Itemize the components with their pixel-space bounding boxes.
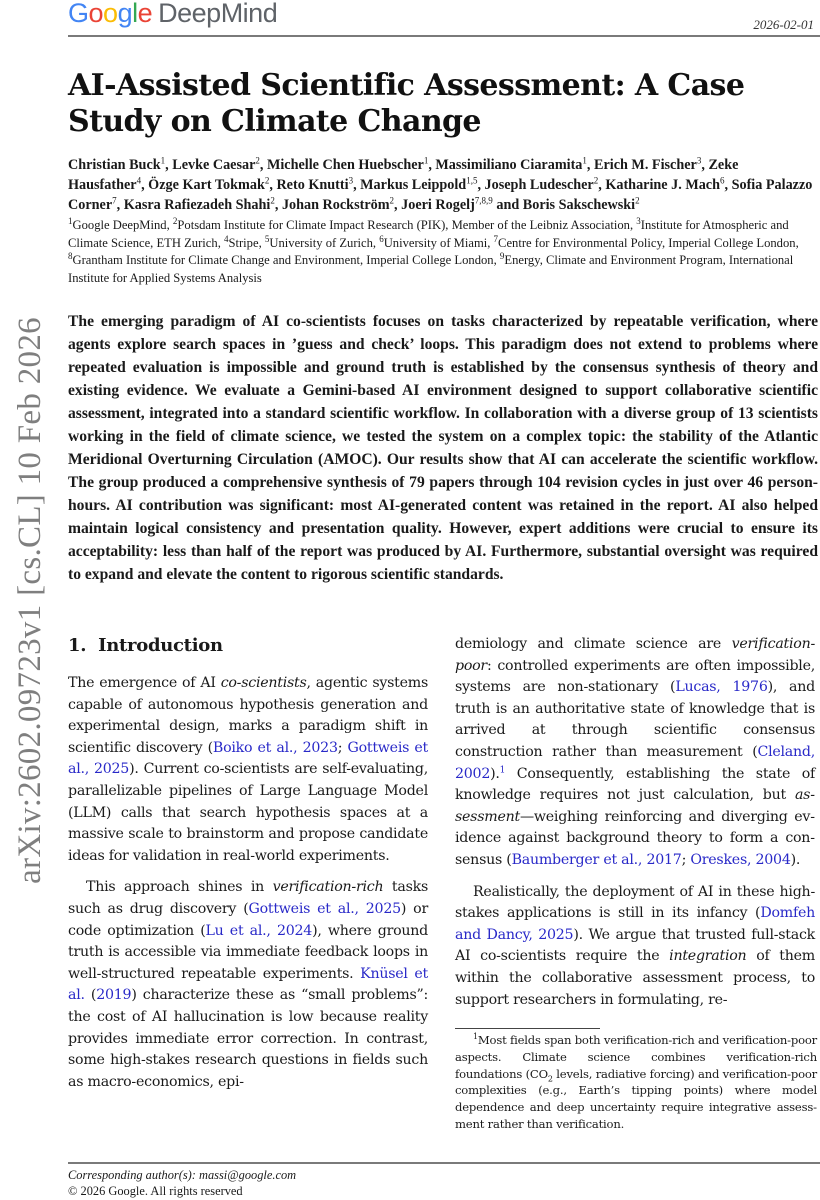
citation-link[interactable]: Lu et al., 2024 [205, 922, 313, 939]
arxiv-identifier-stamp [0, 300, 60, 900]
emphasis-text: integration [669, 948, 747, 965]
citation-link[interactable]: Baumberger et al., 2017 [511, 851, 682, 868]
affiliation-number: 6 [379, 233, 384, 244]
arxiv-stamp-text: arXiv:2602.09723v1 [cs.CL] 10 Feb 2026 [11, 316, 48, 884]
citation-link[interactable]: Oreskes, 2004 [690, 851, 791, 868]
emphasis-text: verification-poor [455, 636, 815, 674]
affiliation-number: 4 [223, 233, 229, 244]
affiliation-name: Institute for Atmospheric and Climate Science, ETH Zurich [68, 218, 789, 250]
author-name: Michelle Chen Huebscher [266, 157, 424, 173]
author-name: Sofia Palazzo Corner [68, 177, 813, 213]
citation-link[interactable]: Gottweis et al., 2025 [248, 900, 401, 917]
footnote-number: 1 [473, 1032, 478, 1042]
affiliation-marker: 2 [270, 195, 275, 206]
affiliation-name: University of Zurich [269, 235, 373, 250]
author-name: Zeke Hausfather [68, 157, 739, 193]
left-column [68, 634, 428, 1103]
paragraph: Realistically, the deployment of AI in these high-stakes applications is still in its infancy (Domfeh and Dancy, 2025). We argue that trusted full-stack AI co-scientists require the integration of them within the collaborative assessment process, to support researchers in formulating, re- [455, 883, 816, 1008]
citation-link[interactable]: Cleland, 2002 [455, 743, 815, 782]
citation-link[interactable]: 2019 [96, 987, 132, 1004]
affiliation-number: 7 [493, 233, 499, 244]
footnote-ref-link[interactable]: 1 [499, 764, 506, 775]
author-name: Boris Sakschewski [522, 197, 636, 213]
affiliation-name: Energy, Climate and Environment Program, International Institute for Applied Systems Analysis [68, 253, 794, 285]
affiliation-name: University of Miami [383, 235, 488, 250]
paragraph-continued: demiology and climate science are verification-poor: controlled experiments are often impossible, systems are non-stationary (Lucas, 1976), and truth is an authoritative state of knowledge that is arrived at through scientific consensus construction rather than measurement (Cleland, 2002).$^1$ Consequently, establishing the state of knowledge requires not just calculation, but assessment—weighing reinforcing and diverging evidence against background theory to form a consensus (Baumberger et al., 2017; Oreskes, 2004). [455, 636, 815, 868]
affiliation-marker: 1 [582, 155, 587, 166]
affiliation-marker: 2 [635, 195, 640, 206]
affiliation-marker: 2 [264, 175, 270, 186]
corresponding-author: Corresponding author(s): massi@google.com [68, 1168, 297, 1182]
author-name: Christian Buck [68, 157, 161, 173]
publication-date: 2026-02-01 [753, 17, 814, 32]
affiliation-marker: 6 [720, 175, 725, 186]
affiliation-number: 1 [68, 215, 73, 226]
affiliation-marker: 1 [423, 155, 429, 166]
footnote-1 [455, 1032, 817, 1133]
abstract: The emerging paradigm of AI co-scientists focuses on tasks characterized by repeatable verification, where agents explore search spaces in ’guess and check’ loops. This paradigm does not extend to problems where repeated evaluation is impossible and ground truth is established by the consensus synthesis of theory and existing evidence. We evaluate a Gemini-based AI environment designed to support collaborative scientific assessment, integrated into a standard scientific workflow. In collaboration with a diverse group of 13 scientists working in the field of climate science, we tested the system on a complex topic: the stability of the Atlantic Meridional Overturning Circulation (AMOC). Our results show that AI can accelerate the scientific workflow. The group produced a comprehensive synthesis of 79 papers through 104 revision cycles in just over 46 person-hours. AI contribution was significant: most AI-generated content was retained in the report. AI also helped maintain logical consistency and presentation quality. However, expert additions were crucial to ensure its acceptability: less than half of the report was produced by AI. Furthermore, substantial oversight was required to expand and elevate the content to rigorous scientific standards. [68, 313, 818, 583]
affiliation-marker: 1,5 [466, 175, 478, 186]
affiliation-marker: 7,8,9 [474, 195, 493, 206]
citation-link[interactable]: Boiko et al., 2023 [212, 739, 338, 756]
affiliation-marker: 4 [136, 175, 142, 186]
author-name: Özge Kart Tokmak [148, 177, 265, 193]
footnote-divider [455, 1028, 600, 1029]
author-name: Reto Knutti [276, 177, 349, 193]
affiliation-name: Google DeepMind [72, 218, 167, 232]
footer-divider [68, 1162, 820, 1164]
affiliation-marker: 3 [696, 155, 702, 166]
paragraph: The emergence of AI co-scientists, agentic systems capable of autonomous hypothesis generation and experimental design, marks a paradigm shift in scientific discovery (Boiko et al., 2023; Gottweis et al., 2025). Current co-scientists are self-evaluating, parallelizable pipelines of Large Language Model (LLM) calls that search hypothesis spaces at a massive scale to brainstorm and propose candidate ideas for validation in real-world experiments. [68, 675, 428, 864]
affiliation-number: 2 [172, 215, 178, 226]
author-list: Christian Buck$^1$, Levke Caesar$^2$, Michelle Chen Huebscher$^1$, Massimiliano Ciaramita$^1$, Erich M. Fischer$^3$, Zeke Hausfather$^4$, Özge Kart Tokmak$^2$, Reto Knutti$^3$, Markus Leippold$^{1,5}$, Joseph Ludescher$^2$, Katharine J. Mach$^6$, Sofia Palazzo Corner$^7$, Kasra Rafiezadeh Shahi$^2$, Johan Rockström$^2$, Joeri Rogelj$^{7,8,9}$ and Boris Sakschewski$^2$ [68, 155, 813, 213]
citation-link[interactable]: Domfeh and Dancy, 2025 [455, 905, 815, 943]
affiliation-name: Potsdam Institute for Climate Impact Research (PIK), Member of the Leibniz Association [177, 218, 630, 232]
author-name: Levke Caesar [172, 157, 256, 173]
paper-title: AI-Assisted Scientific Assessment: A Case Study on Climate Change [68, 68, 745, 139]
emphasis-text: co-scientists [220, 675, 307, 691]
page-header [68, 0, 820, 36]
affiliation-marker: 1 [160, 155, 166, 166]
affiliation-marker: 2 [593, 175, 599, 186]
section-heading-introduction: 1. Introduction [68, 635, 223, 656]
affiliation-number: 5 [264, 233, 270, 244]
author-name: Kasra Rafiezadeh Shahi [123, 197, 271, 213]
author-name: Joeri Rogelj [401, 197, 475, 213]
affiliation-number: 8 [68, 250, 73, 261]
emphasis-text: assessment [455, 787, 815, 825]
affiliation-marker: 2 [255, 155, 260, 166]
right-column [455, 634, 815, 1021]
affiliation-list: $^1$Google DeepMind, $^2$Potsdam Institute for Climate Impact Research (PIK), Member of the Leibniz Association, $^3$Institute for Atmospheric and Climate Science, ETH Zurich, $^4$Stripe, $^5$University of Zurich, $^6$University of Miami, $^7$Centre for Environmental Policy, Imperial College London, $^8$Grantham Institute for Climate Change and Environment, Imperial College London, $^9$Energy, Climate and Environment Program, International Institute for Applied Systems Analysis [68, 215, 799, 285]
affiliation-name: Stripe [228, 235, 259, 250]
header-divider [68, 35, 820, 37]
copyright-notice: © 2026 Google. All rights reserved [68, 1184, 243, 1198]
google-deepmind-logo: Google DeepMind [68, 0, 278, 28]
author-name: Massimiliano Ciaramita [435, 157, 583, 173]
affiliation-name: Centre for Environmental Policy, Imperial College London [498, 235, 796, 250]
affiliation-marker: 3 [348, 175, 354, 186]
affiliation-marker: 7 [112, 195, 117, 206]
author-name: Joseph Ludescher [484, 177, 594, 193]
author-name: Markus Leippold [360, 177, 467, 193]
page-footer [68, 1167, 296, 1199]
author-name: Erich M. Fischer [594, 157, 697, 173]
citation-link[interactable]: Knüsel et al. [68, 965, 428, 1004]
affiliation-marker: 2 [389, 195, 395, 206]
subscript: 2 [547, 1073, 553, 1083]
author-name: Katharine J. Mach [605, 177, 720, 193]
footnote-text: $^1$Most fields span both verification-rich and verification-poor aspects. Climate science combines verification-rich foundations ($CO_2$ levels, radiative forcing) and verification-poor complexities (e.g., Earth’s tipping points) where model dependence and deep uncertainty require integrative assessment rather than verification. [455, 1032, 818, 1131]
affiliation-number: 9 [499, 250, 505, 261]
author-name: Johan Rockström [281, 197, 390, 213]
emphasis-text: verification-rich [272, 879, 384, 896]
affiliation-name: Grantham Institute for Climate Change and Environment, Imperial College London [72, 253, 494, 267]
paragraph: This approach shines in verification-rich tasks such as drug discovery (Gottweis et al., 2025) or code optimization (Lu et al., 2024), where ground truth is accessible via immediate feedback loops in well-structured repeatable experiments. Knüsel et al. (2019) characterize these as “small problems”: the cost of AI hallucination is low because reality provides immediate error correction. In contrast, some high-stakes research questions in fields such as macro-economics, epi- [68, 879, 429, 1090]
affiliation-number: 3 [636, 215, 641, 226]
citation-link[interactable]: Lucas, 1976 [675, 679, 768, 696]
citation-link[interactable]: Gottweis et al., 2025 [68, 739, 428, 778]
